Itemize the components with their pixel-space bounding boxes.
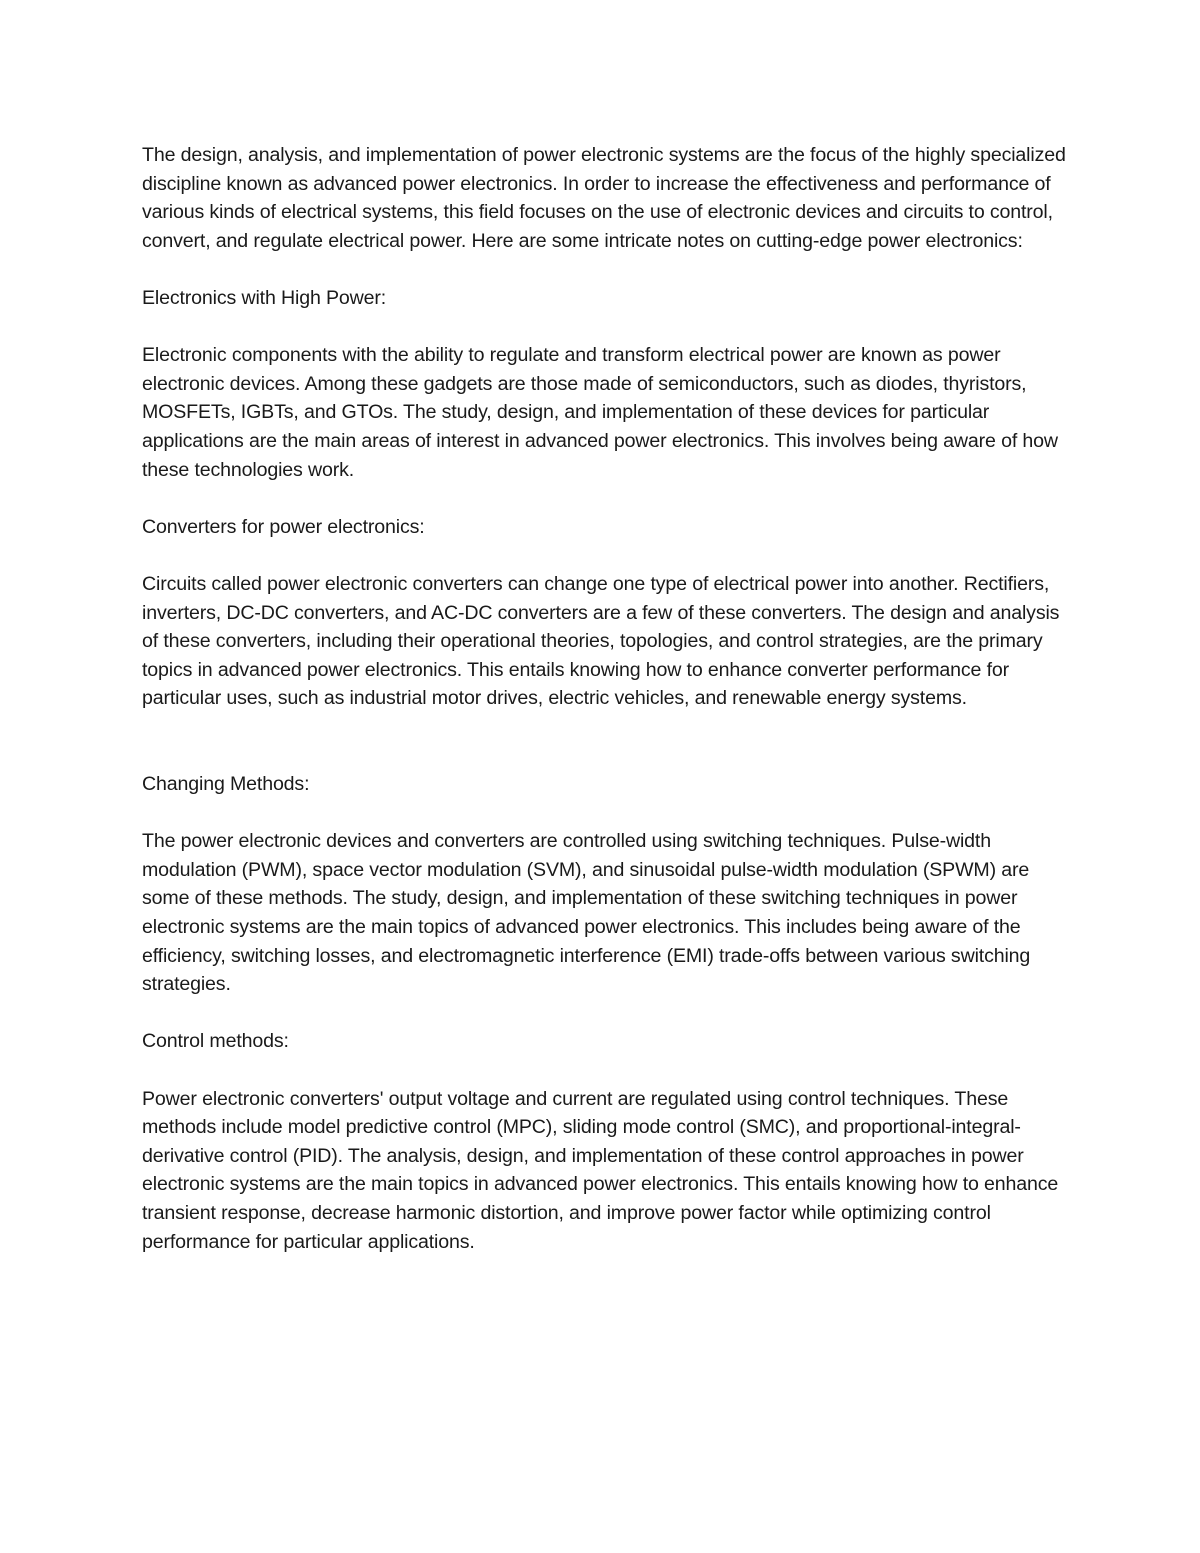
control-methods-paragraph: Power electronic converters' output voltage and current are regulated using control techniques. These methods include model predictive control (MPC), sliding mode control (SMC), and proportional-integral-derivative control (PID). The analysis, design, and implementation of these control approaches in power electronic systems are the main topics in advanced power electronics. This entails knowing how to enhance transient response, decrease harmonic distortion, and improve power factor while optimizing control performance for particular applications. <box>142 1087 1059 1253</box>
document-body <box>142 141 1067 1285</box>
section-heading-converters: Converters for power electronics: <box>142 515 425 538</box>
high-power-paragraph: Electronic components with the ability to regulate and transform electrical power are known as power electronic devices. Among these gadgets are those made of semiconductors, such as diodes, thyristors, MOSFETs, IGBTs, and GTOs. The study, design, and implementation of these devices for particular applications are the main areas of interest in advanced power electronics. This involves being aware of how these technologies work. <box>142 344 1058 481</box>
intro-paragraph: The design, analysis, and implementation of power electronic systems are the focus of the highly specialized discipline known as advanced power electronics. In order to increase the effectiveness and performance of various kinds of electrical systems, this field focuses on the use of electronic devices and circuits to control, convert, and regulate electrical power. Here are some intricate notes on cutting-edge power electronics: <box>142 144 1066 252</box>
section-heading-control-methods: Control methods: <box>142 1030 289 1053</box>
section-heading-changing-methods: Changing Methods: <box>142 773 310 796</box>
converters-paragraph: Circuits called power electronic converters can change one type of electrical power into another. Rectifiers, inverters, DC-DC converters, and AC-DC converters are a few of these converters. The design and analysis of these converters, including their operational theories, topologies, and control strategies, are the primary topics in advanced power electronics. This entails knowing how to enhance converter performance for particular uses, such as industrial motor drives, electric vehicles, and renewable energy systems. <box>142 572 1060 710</box>
changing-methods-paragraph: The power electronic devices and converters are controlled using switching techniques. Pulse-width modulation (PWM), space vector modulation (SVM), and sinusoidal pulse-width modulation (SPWM) are some of these methods. The study, design, and implementation of these switching techniques in power electronic systems are the main topics of advanced power electronics. This includes being aware of the efficiency, switching losses, and electromagnetic interference (EMI) trade-offs between various switching strategies. <box>142 830 1031 996</box>
section-heading-high-power: Electronics with High Power: <box>142 286 387 309</box>
